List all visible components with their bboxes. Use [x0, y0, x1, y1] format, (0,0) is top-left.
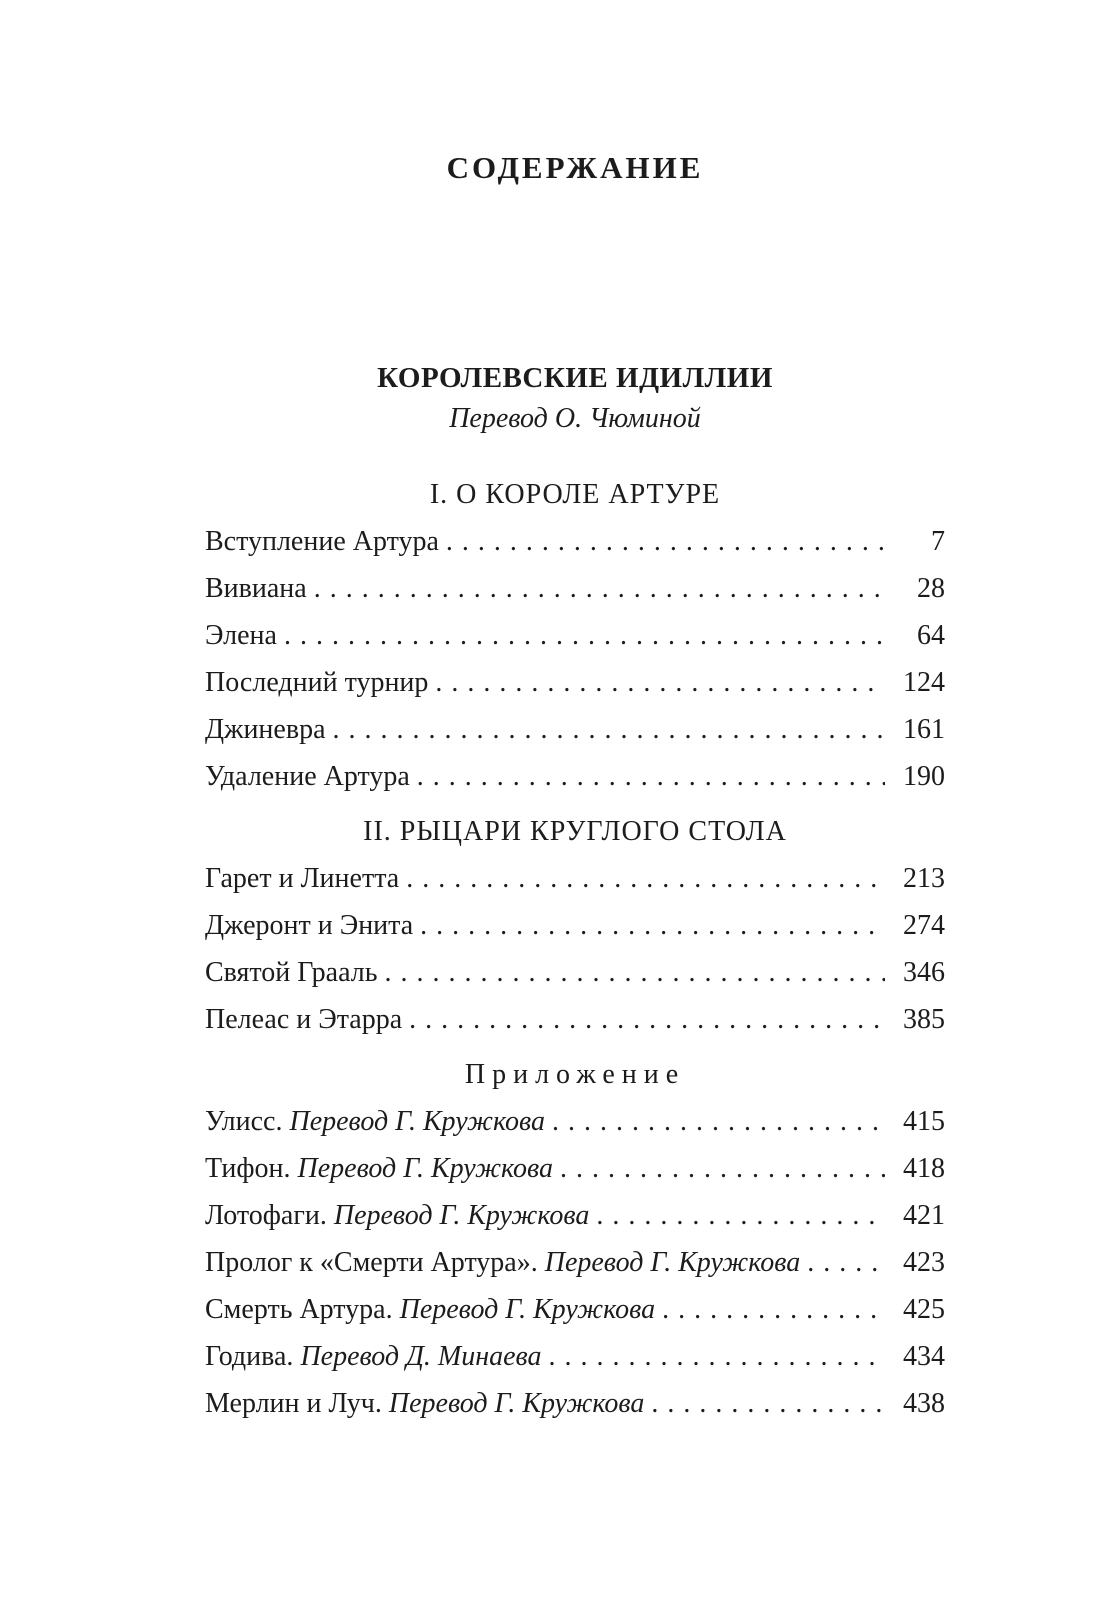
toc-entry-page: 161 [903, 714, 945, 745]
toc-entry-page: 124 [903, 667, 945, 698]
toc-section-round-table [205, 808, 945, 1043]
toc-entry-translator: Перевод Д. Минаева [300, 1341, 542, 1372]
toc-entry-title-text: Вступление Артура [205, 526, 439, 557]
toc-entry-page: 438 [903, 1388, 945, 1419]
toc-entry [205, 1380, 945, 1427]
toc-entry-title-text: Джеронт и Энита [205, 910, 414, 941]
toc-entry-title-text: Пелеас и Этарра [205, 1004, 403, 1035]
section-heading: II. РЫЦАРИ КРУГЛОГО СТОЛА [363, 816, 787, 847]
toc-entry-title-text: Улисс. [205, 1106, 283, 1137]
toc-entry-title-text: Смерть Артура. [205, 1294, 393, 1325]
toc-entry-title [205, 1333, 542, 1380]
section-entries [205, 1098, 945, 1427]
toc-entry [205, 1333, 945, 1380]
toc-entry-title-text: Вивиана [205, 573, 307, 604]
dot-leader [406, 855, 885, 902]
toc-entry-title-text: Последний турнир [205, 667, 429, 698]
toc-entry [205, 565, 945, 612]
toc-entry-translator: Перевод Г. Кружкова [333, 1200, 590, 1231]
toc-section-arthur [205, 471, 945, 800]
work-subtitle: Перевод О. Чюминой [449, 403, 701, 434]
toc-entry-title [205, 1192, 589, 1239]
toc-entry-page: 415 [903, 1106, 945, 1137]
dot-leader [409, 996, 885, 1043]
dot-leader [385, 949, 885, 996]
toc-entry [205, 706, 945, 753]
section-heading: Приложение [464, 1059, 686, 1090]
page-title: СОДЕРЖАНИЕ [446, 150, 704, 185]
toc-entry-page: 28 [917, 573, 945, 604]
toc-entry [205, 518, 945, 565]
dot-leader [651, 1380, 885, 1427]
toc-entry [205, 1098, 945, 1145]
toc-entry-page: 190 [903, 761, 945, 792]
toc-entry [205, 659, 945, 706]
toc-entry-page: 64 [917, 620, 945, 651]
dot-leader [333, 706, 886, 753]
toc-entry-title-text: Джиневра [205, 714, 326, 745]
toc-entry-title-text: Пролог к «Смерти Артура». [205, 1247, 538, 1278]
dot-leader [446, 518, 885, 565]
toc-entry-translator: Перевод Г. Кружкова [399, 1294, 656, 1325]
toc-section-appendix [205, 1051, 945, 1427]
table-of-contents [205, 0, 945, 1427]
toc-entry-page: 385 [903, 1004, 945, 1035]
toc-entry-title-text: Элена [205, 620, 277, 651]
toc-entry-title [205, 706, 326, 753]
section-heading: I. О КОРОЛЕ АРТУРЕ [429, 479, 721, 510]
work-title: КОРОЛЕВСКИЕ ИДИЛЛИИ [377, 362, 773, 394]
toc-entry-page: 7 [931, 526, 945, 557]
toc-entry [205, 1192, 945, 1239]
toc-entry-page: 425 [903, 1294, 945, 1325]
toc-entry-title [205, 855, 399, 902]
toc-entry-page: 418 [903, 1153, 945, 1184]
section-entries [205, 518, 945, 800]
dot-leader [807, 1239, 885, 1286]
toc-entry-page: 421 [903, 1200, 945, 1231]
dot-leader [420, 902, 885, 949]
toc-entry-title-text: Удаление Артура [205, 761, 410, 792]
dot-leader [596, 1192, 885, 1239]
toc-entry [205, 1239, 945, 1286]
toc-entry-translator: Перевод Г. Кружкова [388, 1388, 645, 1419]
section-entries [205, 855, 945, 1043]
toc-entry-page: 423 [903, 1247, 945, 1278]
toc-entry-title [205, 996, 402, 1043]
toc-entry-title [205, 1239, 800, 1286]
toc-entry-title [205, 565, 307, 612]
toc-entry-page: 346 [903, 957, 945, 988]
toc-entry-title [205, 902, 413, 949]
toc-entry-title [205, 949, 378, 996]
dot-leader [435, 659, 885, 706]
toc-entry [205, 1145, 945, 1192]
toc-entry-title [205, 753, 410, 800]
toc-entry-page: 274 [903, 910, 945, 941]
toc-entry-title-text: Святой Грааль [205, 957, 378, 988]
toc-entry-title-text: Тифон. [205, 1153, 291, 1184]
toc-entry-translator: Перевод Г. Кружкова [289, 1106, 545, 1137]
toc-entry-title [205, 1380, 644, 1427]
toc-entry-translator: Перевод Г. Кружкова [544, 1247, 801, 1278]
toc-entry [205, 612, 945, 659]
dot-leader [549, 1333, 885, 1380]
toc-entry-title-text: Годива. [205, 1341, 294, 1372]
toc-entry [205, 1286, 945, 1333]
toc-entry-title [205, 1286, 655, 1333]
toc-entry-title-text: Лотофаги. [205, 1200, 327, 1231]
dot-leader [417, 753, 885, 800]
toc-entry-title [205, 659, 428, 706]
dot-leader [284, 612, 885, 659]
dot-leader [314, 565, 885, 612]
toc-entry [205, 902, 945, 949]
toc-entry-title [205, 612, 277, 659]
toc-entry-page: 213 [903, 863, 945, 894]
toc-entry-page: 434 [903, 1341, 945, 1372]
toc-entry [205, 949, 945, 996]
toc-entry-title-text: Мерлин и Луч. [205, 1388, 382, 1419]
toc-entry [205, 753, 945, 800]
dot-leader [662, 1286, 885, 1333]
dot-leader [552, 1098, 885, 1145]
toc-entry [205, 996, 945, 1043]
toc-entry-title [205, 1145, 553, 1192]
dot-leader [560, 1145, 885, 1192]
toc-entry-title [205, 1098, 545, 1145]
toc-entry-title [205, 518, 439, 565]
toc-entry-title-text: Гарет и Линетта [205, 863, 400, 894]
toc-entry-translator: Перевод Г. Кружкова [297, 1153, 554, 1184]
toc-entry [205, 855, 945, 902]
